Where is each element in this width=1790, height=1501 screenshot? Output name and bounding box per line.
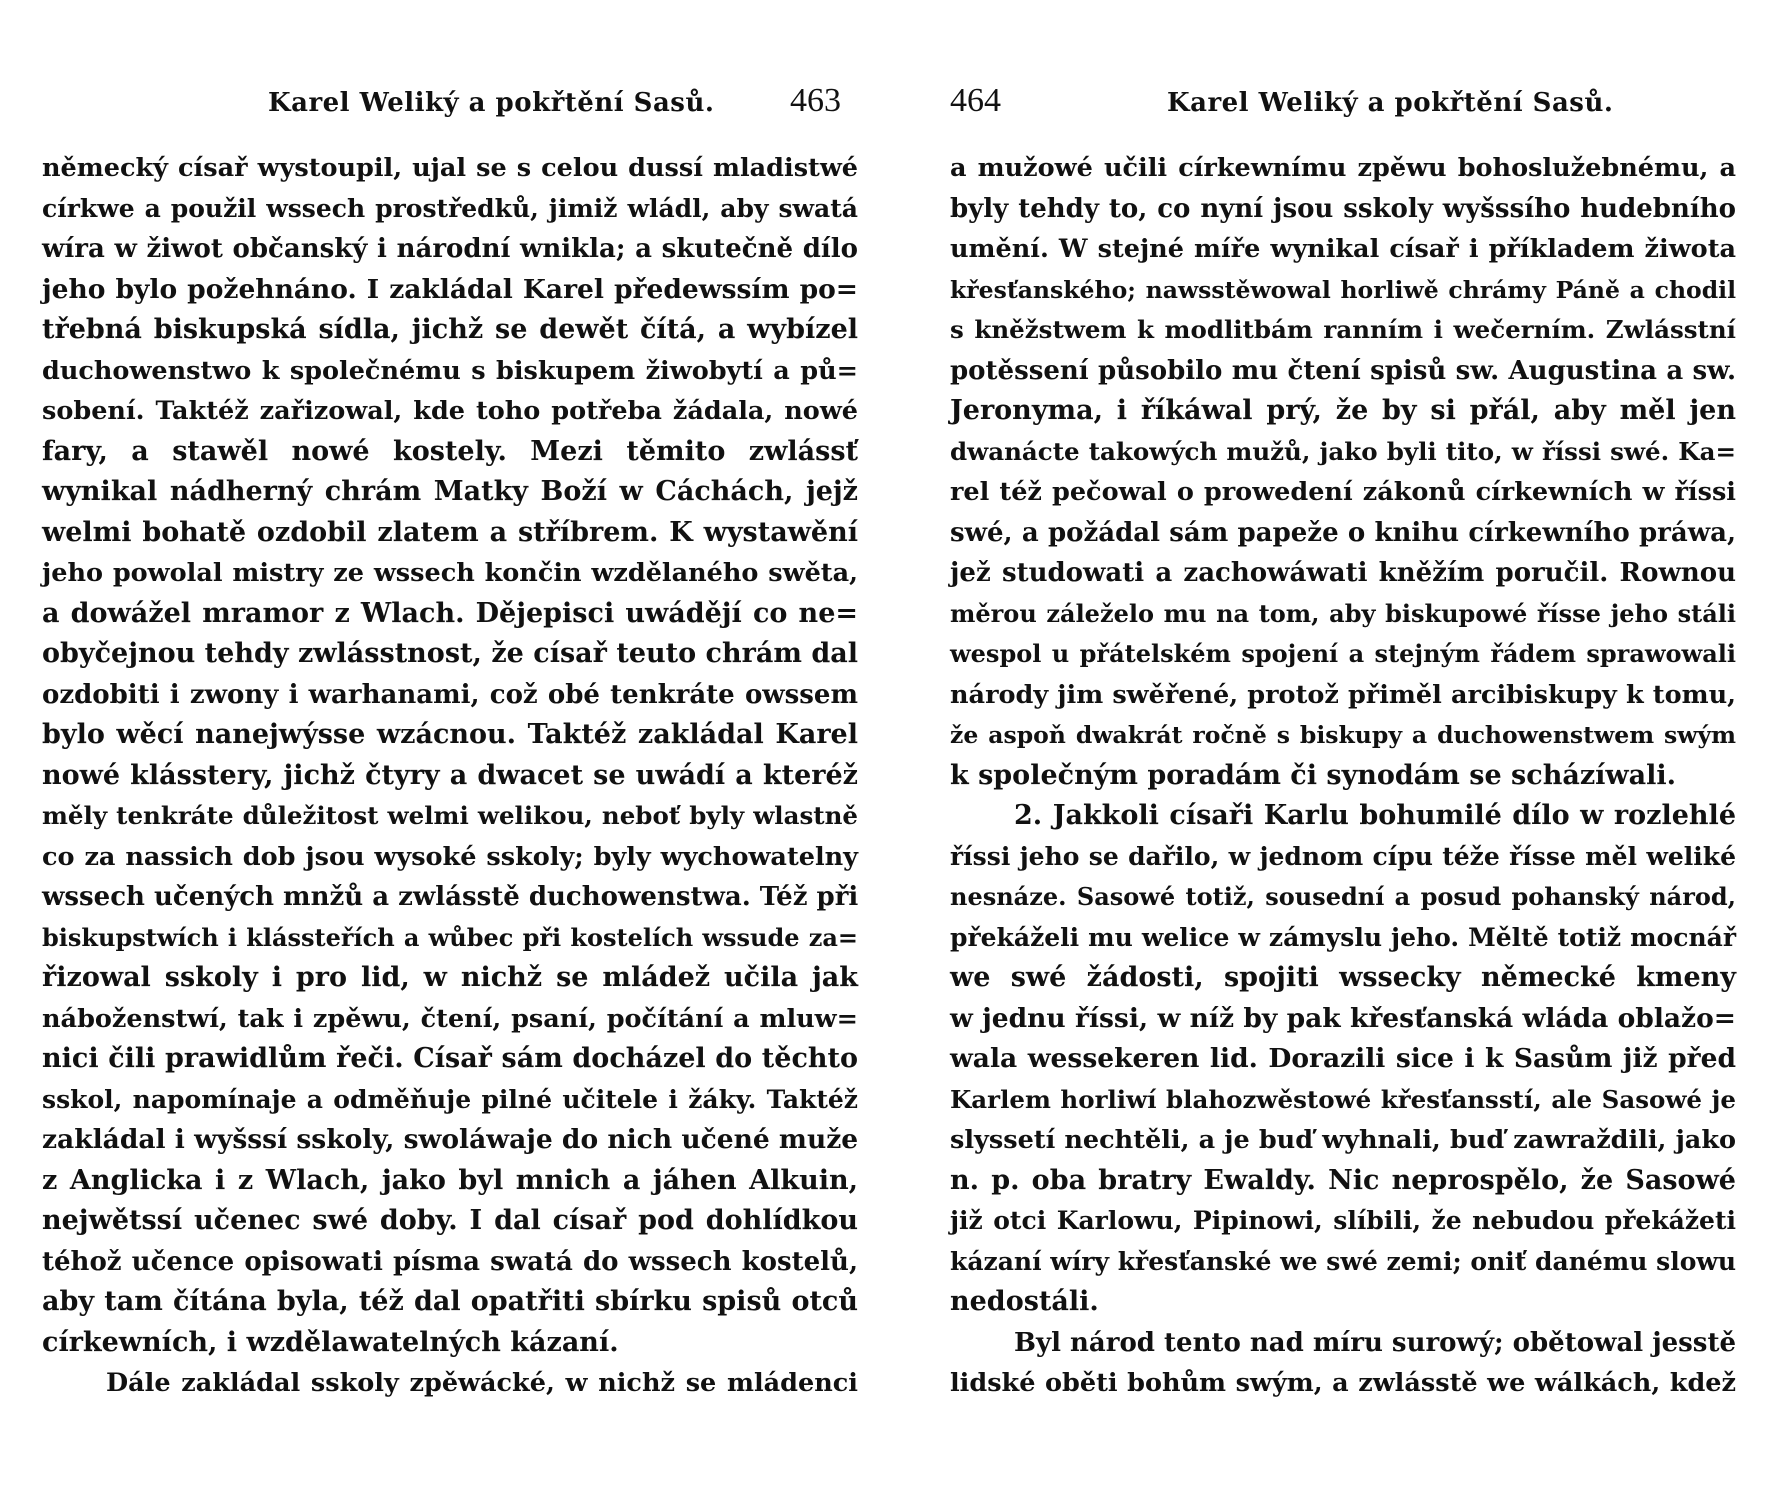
text-line: sskol, napomínaje a odměňuje pilné učitele i žáky. Taktéž: [42, 1084, 858, 1114]
text-line: umění. W stejné míře wynikal císař i příkladem žiwota: [950, 234, 1736, 264]
text-line: církwe a použil wssech prostředků, jimiž wládl, aby swatá: [42, 193, 858, 223]
text-line: říssi jeho se dařilo, w jednom cípu téže řísse měl weliké: [950, 841, 1736, 871]
text-line: Dále zakládal sskoly zpěwácké, w nichž se mládenci: [106, 1368, 858, 1398]
text-line: Jeronyma, i říkáwal prý, že by si přál, aby měl jen: [950, 395, 1736, 426]
text-line: wespol u přátelském spojení a stejným řádem sprawowali: [950, 639, 1736, 668]
text-line: již otci Karlowu, Pipinowi, slíbili, že nebudou překážeti: [950, 1206, 1736, 1235]
text-line: jež studowati a zachowáwati kněžím poručil. Rownou: [950, 558, 1736, 588]
text-line: byly tehdy to, co nyní jsou sskoly wyšssího hudebního: [950, 193, 1736, 224]
text-line: z Anglicka i z Wlach, jako byl mnich a jáhen Alkuin,: [42, 1164, 858, 1196]
text-line: jeho powolal mistry ze wssech končin wzdělaného swěta,: [42, 558, 858, 588]
text-line: k společným poradám či synodám se scházíwali.: [950, 759, 1677, 791]
text-line: swé, a požádal sám papeže o knihu církewního práwa,: [950, 517, 1736, 548]
text-line: wssech učených mnžů a zwlásstě duchowenstwa. Též při: [42, 882, 859, 912]
text-line: duchowenstwo k společnému s biskupem žiwobytí a pů=: [42, 355, 858, 386]
body-text: [950, 148, 1736, 1404]
text-line: nici čili prawidlům řeči. Císař sám docházel do těchto: [42, 1043, 858, 1074]
text-line: rel též pečowal o prowedení zákonů církewních w říssi: [950, 477, 1736, 507]
text-line: bylo wěcí nanejwýsse wzácnou. Taktéž zakládal Karel: [42, 719, 858, 750]
text-line: nowé klásstery, jichž čtyry a dwacet se uwádí a kteréž: [42, 759, 858, 791]
text-line: s kněžstwem k modlitbám ranním i wečerním. Zwlásstní: [950, 315, 1736, 344]
text-line: nejwětssí učenec swé doby. I dal císař pod dohlídkou: [42, 1205, 858, 1236]
text-line: welmi bohatě ozdobil zlatem a stříbrem. K wystawění: [42, 516, 858, 548]
text-line: překáželi mu welice w zámyslu jeho. Měltě totiž mocnář: [950, 922, 1736, 952]
text-line: měrou záleželo mu na tom, aby biskupowé řísse jeho stáli: [950, 598, 1736, 628]
text-line: Karlem horliwí blahozwěstowé křesťansstí, ale Sasowé je: [950, 1084, 1736, 1114]
text-line: křesťanského; nawsstěwowal horliwě chrámy Páně a chodil: [950, 275, 1736, 304]
text-line: a dowážel mramor z Wlach. Dějepisci uwádějí co ne=: [42, 597, 858, 629]
text-line: měly tenkráte důležitost welmi welikou, neboť byly wlastně: [42, 801, 858, 830]
text-line: že aspoň dwakrát ročně s biskupy a duchowenstwem swým: [950, 721, 1736, 749]
page-number: 464: [950, 82, 1001, 119]
running-title: Karel Weliký a pokřtění Sasů.: [1167, 88, 1614, 118]
text-line: sobení. Taktéž zařizowal, kde toho potřeba žádala, nowé: [42, 396, 858, 426]
text-line: nesnáze. Sasowé totiž, sousední a posud pohanský národ,: [950, 882, 1736, 911]
text-line: dwanácte takowých mužů, jako byli tito, w říssi swé. Ka=: [950, 436, 1736, 466]
text-line: jeho bylo požehnáno. I zakládal Karel předewssím po=: [42, 273, 858, 305]
text-line: n. p. oba bratry Ewaldy. Nic neprospělo, že Sasowé: [950, 1164, 1736, 1196]
text-line: wíra w žiwot občanský i národní wnikla; a skutečně dílo: [42, 234, 858, 264]
right-page: [895, 0, 1790, 1501]
text-line: národy jim swěřené, protož přiměl arcibiskupy k tomu,: [950, 679, 1736, 710]
text-line: slyssetí nechtěli, a je buď wyhnali, buď zawraždili, jako: [950, 1125, 1736, 1155]
text-line: kázaní wíry křesťanské we swé zemi; oniť danému slowu: [950, 1246, 1737, 1276]
text-line: lidské oběti bohům swým, a zwlásstě we wálkách, kdež: [950, 1368, 1736, 1398]
text-line: biskupstwích i klássteřích a wůbec při kostelích wssude za=: [42, 922, 858, 952]
text-line: Byl národ tento nad míru surowý; obětowal jesstě: [1014, 1327, 1736, 1358]
text-line: obyčejnou tehdy zwlásstnost, že císař teuto chrám dal: [42, 638, 858, 669]
page-number: 463: [790, 82, 841, 119]
text-line: wynikal nádherný chrám Matky Boží w Cáchách, jejž: [42, 476, 858, 507]
text-line: co za nassich dob jsou wysoké sskoly; byly wychowatelny: [42, 841, 858, 872]
body-text: [42, 148, 858, 1404]
text-line: třebná biskupská sídla, jichž se dewět čítá, a wybízel: [42, 314, 858, 345]
text-line: we swé žádosti, spojiti wssecky německé kmeny: [950, 962, 1736, 993]
text-line: potěssení působilo mu čtení spisů sw. Augustina a sw.: [950, 355, 1736, 386]
text-line: řizowal sskoly i pro lid, w nichž se mládež učila jak: [42, 962, 858, 993]
text-line: německý císař wystoupil, ujal se s celou dussí mladistwé: [42, 153, 858, 183]
text-line: a mužowé učili církewnímu zpěwu bohoslužebnému, a: [950, 153, 1736, 183]
text-line: zakládal i wyšssí sskoly, swoláwaje do nich učené muže: [42, 1124, 859, 1155]
text-line: nedostáli.: [950, 1286, 1099, 1317]
text-line: ozdobiti i zwony i warhanami, což obé tenkráte owssem: [42, 679, 858, 710]
text-line: 2. Jakkoli císaři Karlu bohumilé dílo w rozlehlé: [1014, 800, 1736, 831]
text-line: náboženstwí, tak i zpěwu, čtení, psaní, počítání a mluw=: [42, 1003, 858, 1034]
text-line: wala wessekeren lid. Dorazili sice i k Sasům již před: [950, 1043, 1736, 1074]
text-line: téhož učence opisowati písma swatá do wssech kostelů,: [42, 1246, 858, 1277]
text-line: církewních, i wzdělawatelných kázaní.: [42, 1326, 619, 1358]
text-line: fary, a stawěl nowé kostely. Mezi těmito zwlássť: [42, 435, 858, 467]
running-title: Karel Weliký a pokřtění Sasů.: [268, 88, 715, 118]
text-line: aby tam čítána byla, též dal opatřiti sbírku spisů otců: [42, 1286, 858, 1317]
text-line: w jednu říssi, w níž by pak křesťanská wláda oblažo=: [950, 1002, 1736, 1034]
